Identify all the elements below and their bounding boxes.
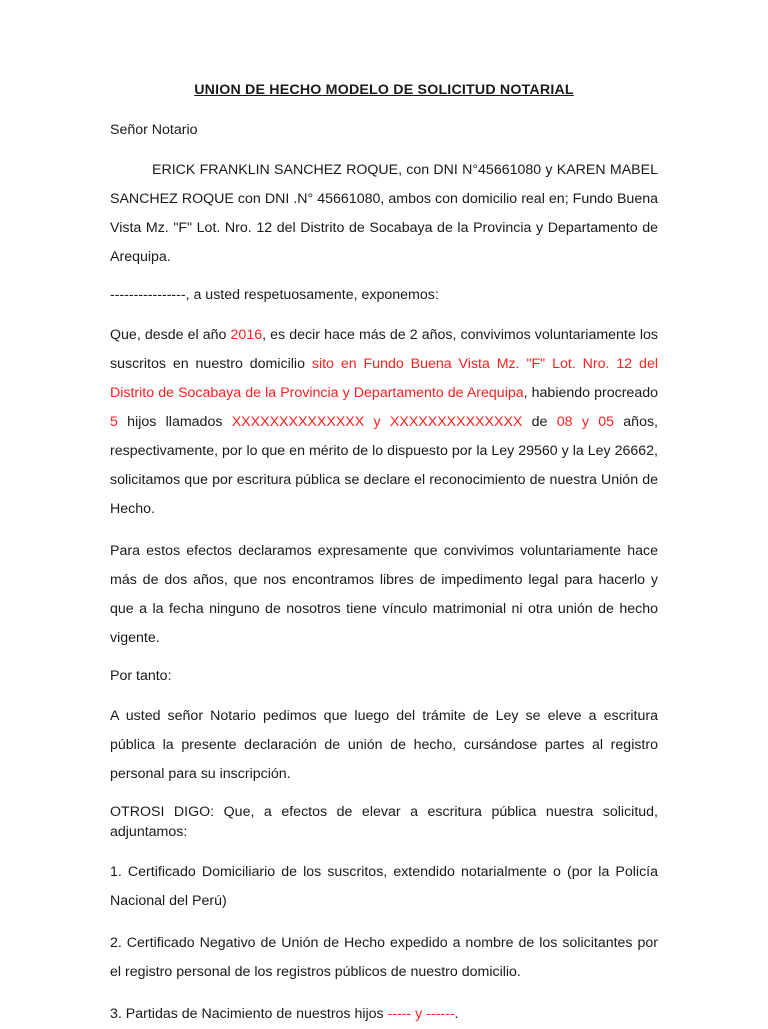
que-text-5: de xyxy=(522,414,557,430)
que-paragraph xyxy=(110,321,658,524)
item3-text: 3. Partidas de Nacimiento de nuestros hijos xyxy=(110,1006,388,1022)
que-and: y xyxy=(364,414,390,430)
document-title: UNION DE HECHO MODELO DE SOLICITUD NOTARIAL xyxy=(194,82,574,98)
que-year: 2016 xyxy=(230,327,263,343)
otrosi-line: OTROSI DIGO: Que, a efectos de elevar a escritura pública nuestra solicitud, adjuntamos: xyxy=(110,804,658,840)
que-text-1: Que, desde el año xyxy=(110,327,231,343)
por-tanto-line: Por tanto: xyxy=(110,668,172,684)
que-text-4: hijos llamados xyxy=(117,414,232,430)
que-text-6: años, respectivamente, por lo que en mérito de lo dispuesto por la Ley 29560 y la Ley 26662, solicitamos que por escritura pública se declare el reconocimiento de nuestra Unión de Hecho. xyxy=(110,414,658,517)
efectos-paragraph: Para estos efectos declaramos expresamente que convivimos voluntariamente hace más de dos años, que nos encontramos libres de impedimento legal para hacerlo y que a la fecha ninguno de nosotros tiene vínculo matrimonial ni otra unión de hecho vigente. xyxy=(110,543,658,646)
item3-blanks: ----- y ------ xyxy=(387,1006,455,1022)
item3-end: . xyxy=(454,1006,459,1022)
attachment-item-3 xyxy=(110,1000,658,1029)
attachment-item-2: 2. Certificado Negativo de Unión de Hecho expedido a nombre de los solicitantes por el registro personal de los registros públicos de nuestro domicilio. xyxy=(110,935,658,980)
intro-paragraph: ERICK FRANKLIN SANCHEZ ROQUE, con DNI N°45661080 y KAREN MABEL SANCHEZ ROQUE con DNI .N° 45661080, ambos con domicilio real en; Fundo Buena Vista Mz. "F" Lot. Nro. 12 del Distrito de Socabaya de la Provincia y Departamento de Arequipa. xyxy=(110,162,658,265)
que-address: sito en Fundo Buena Vista Mz. "F" Lot. Nro. 12 del Distrito de Socabaya de la Provincia y Departamento de Arequipa xyxy=(110,356,658,401)
que-children-count: 5 xyxy=(110,414,118,430)
que-text-3: , habiendo procreado xyxy=(523,385,658,401)
que-text-2: , es decir hace más de 2 años, convivimos voluntariamente los suscritos en nuestro domicilio xyxy=(110,327,658,372)
que-child-1: XXXXXXXXXXXXXX xyxy=(231,414,365,430)
que-ages: 08 y 05 xyxy=(556,414,614,430)
salutation: Señor Notario xyxy=(110,122,198,138)
que-child-2: XXXXXXXXXXXXXX xyxy=(389,414,523,430)
attachment-item-1: 1. Certificado Domiciliario de los suscritos, extendido notarialmente o (por la Policía Nacional del Perú) xyxy=(110,864,658,909)
pedimos-paragraph: A usted señor Notario pedimos que luego del trámite de Ley se eleve a escritura pública la presente declaración de unión de hecho, cursándose partes al registro personal para su inscripción. xyxy=(110,708,658,782)
exponemos-line: ----------------, a usted respetuosamente, exponemos: xyxy=(110,287,439,303)
